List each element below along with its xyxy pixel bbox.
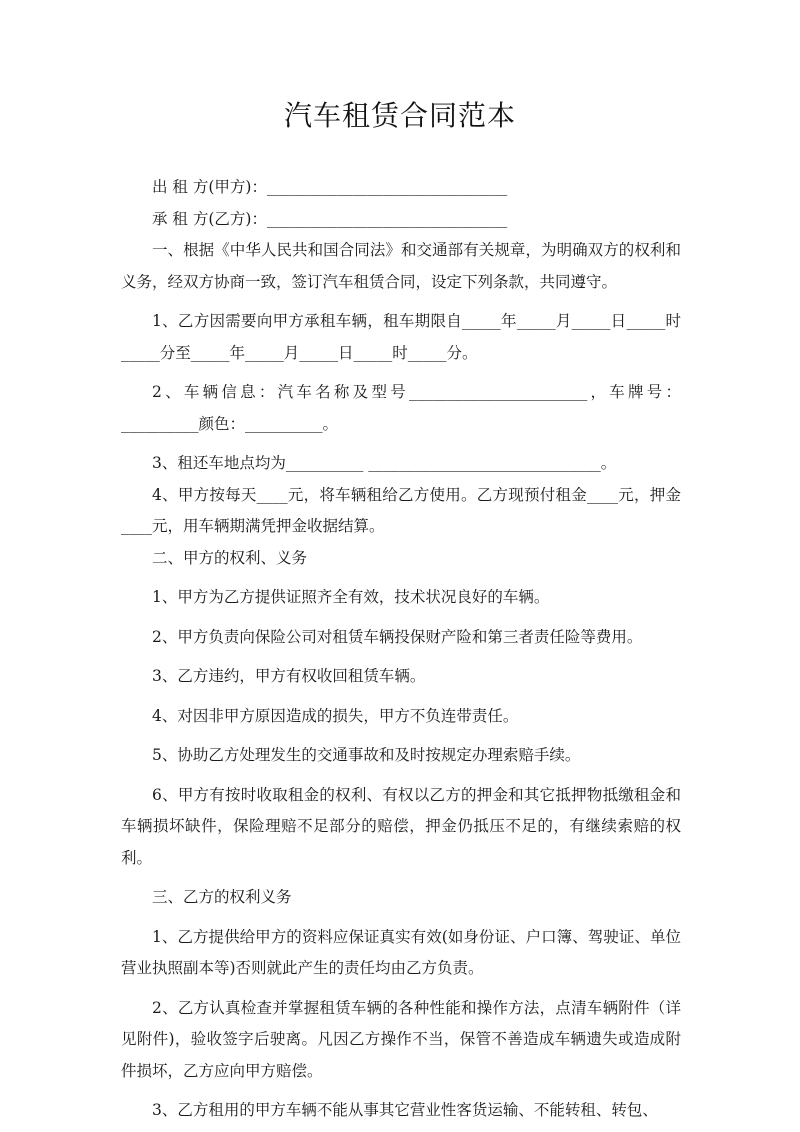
- lessee-item-1: 1、乙方提供给甲方的资料应保证真实有效(如身份证、户口簿、驾驶证、单位营业执照副本等)否则就此产生的责任均由乙方负责。: [121, 927, 681, 977]
- document-body: [121, 172, 681, 1127]
- section-heading-lessee: 三、乙方的权利义务: [152, 888, 292, 906]
- lessor-item-2: 2、甲方负责向保险公司对租赁车辆投保财产险和第三者责任险等费用。: [152, 627, 643, 646]
- clause-rent-deposit: 4、甲方按每天____元，将车辆租给乙方使用。乙方现预付租金____元，押金____元，用车辆期满凭押金收据结算。: [121, 485, 681, 535]
- clause-intro: 一、根据《中华人民共和国合同法》和交通部有关规章，为明确双方的权利和义务，经双方协商一致，签订汽车租赁合同，设定下列条款，共同遵守。: [121, 241, 681, 291]
- lessee-item-3: 3、乙方租用的甲方车辆不能从事其它营业性客货运输、不能转租、转包、: [152, 1101, 658, 1119]
- lessor-line: 出 租 方(甲方)：_______________________________: [152, 178, 508, 196]
- lessor-item-4: 4、对因非甲方原因造成的损失，甲方不负连带责任。: [152, 706, 519, 725]
- lessor-item-5: 5、协助乙方处理发生的交通事故和及时按规定办理索赔手续。: [152, 746, 581, 764]
- lessor-item-3: 3、乙方违约，甲方有权收回租赁车辆。: [152, 667, 426, 685]
- clause-rental-period: 1、乙方因需要向甲方承租车辆，租车期限自_____年_____月_____日_____时_____分至_____年_____月_____日_____时_____分。: [121, 312, 681, 362]
- clause-vehicle-info: 2、车辆信息：汽车名称及型号_______________________，车牌号：__________颜色：__________。: [121, 383, 681, 433]
- clause-pickup-location: 3、租还车地点均为__________ ______________________________。: [152, 454, 617, 472]
- document-title: 汽车租赁合同范本: [283, 99, 516, 132]
- lessee-item-2: 2、乙方认真检查并掌握租赁车辆的各种性能和操作方法，点清车辆附件（详见附件)，验收签字后驶离。凡因乙方操作不当，保管不善造成车辆遗失或造成附件损坏，乙方应向甲方赔偿。: [121, 998, 681, 1080]
- lessor-item-1: 1、甲方为乙方提供证照齐全有效，技术状况良好的车辆。: [152, 588, 550, 606]
- section-heading-lessor: 二、甲方的权利、义务: [152, 548, 308, 567]
- lessee-line: 承 租 方(乙方)：_______________________________: [152, 209, 508, 228]
- lessor-item-6: 6、甲方有按时收取租金的权利、有权以乙方的押金和其它抵押物抵缴租金和车辆损坏缺件，保险理赔不足部分的赔偿，押金仍抵压不足的，有继续索赔的权利。: [121, 785, 681, 867]
